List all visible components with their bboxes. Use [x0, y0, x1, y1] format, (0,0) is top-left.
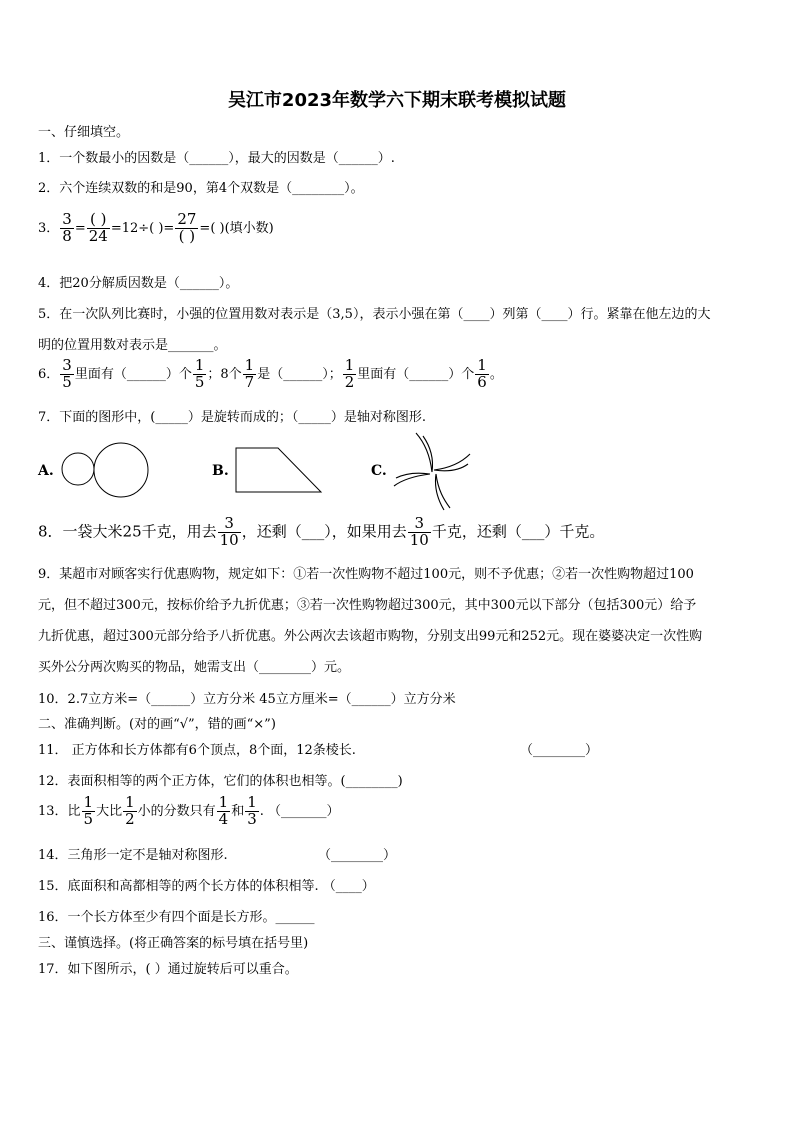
question-15: 15．底面积和高都相等的两个长方体的体积相等. （____） [38, 879, 375, 894]
q7-option-c-label: C. [371, 463, 387, 479]
question-9-line-1: 9．某超市对顾客实行优惠购物，规定如下：①若一次性购物不超过100元，则不予优惠；②若一次性购物超过100 [38, 567, 694, 582]
question-3: 3． $\frac{3}{8}$ = $\frac{( )}{24}$ =12÷( )= $\frac{27}{( )}$ =( )(填小数) [38, 210, 274, 245]
pinwheel-blade-3 [436, 474, 450, 508]
q8-fraction-2: $\frac{3}{10}$ [409, 514, 429, 549]
question-10: 10．2.7立方米=（______）立方分米 45立方厘米=（______）立方分米 [38, 692, 456, 707]
q6-fraction-1: $\frac{3}{5}$ [62, 356, 72, 391]
section-3-heading: 三、谨慎选择。(将正确答案的标号填在括号里) [38, 936, 309, 951]
question-11-answer-blank: （________） [520, 743, 599, 758]
q3-fraction-2: $\frac{( )}{24}$ [88, 210, 108, 245]
q7-option-c-pinwheel [390, 430, 480, 512]
small-circle [62, 453, 94, 485]
pinwheel-blade-4 [394, 474, 430, 486]
question-14-answer-blank: （________） [318, 848, 397, 863]
q6-fraction-2: $\frac{1}{5}$ [194, 356, 205, 391]
question-9-line-4: 买外公分两次购买的物品，她需支出（________）元。 [38, 660, 351, 675]
page-title: 吴江市2023年数学六下期末联考模拟试题 [227, 90, 567, 111]
section-2-heading: 二、准确判断。(对的画“√”，错的画“×”) [38, 717, 276, 732]
large-circle [94, 443, 148, 497]
question-13: 13．比 $\frac{1}{5}$ 大比 $\frac{1}{2}$ 小的分数只有 $\frac{1}{4}$ 和 $\frac{1}{3}$ . （_______） [38, 793, 340, 828]
question-12: 12．表面积相等的两个正方体，它们的体积也相等。(________) [38, 774, 403, 789]
q13-fraction-4: $\frac{1}{3}$ [247, 793, 257, 828]
question-9-line-3: 九折优惠，超过300元部分给予八折优惠。外公两次去该超市购物，分别支出99元和252元。现在婆婆决定一次性购 [38, 629, 703, 644]
trapezoid-shape [236, 448, 321, 492]
q3-tail: =( )(填小数) [199, 220, 274, 236]
question-8: 8．一袋大米25千克，用去 $\frac{3}{10}$ ，还剩（___），如果用去 $\frac{3}{10}$ 千克，还剩（___）千克。 [38, 514, 605, 549]
question-16: 16．一个长方体至少有四个面是长方形。______ [38, 910, 315, 925]
question-5-line-1: 5．在一次队列比赛时，小强的位置用数对表示是（3,5），表示小强在第（____）列第（____）行。紧靠在他左边的大 [38, 307, 711, 322]
question-4: 4．把20分解质因数是（______）。 [38, 276, 239, 291]
q3-fraction-3: $\frac{27}{( )}$ [177, 210, 197, 245]
question-11: 11． 正方体和长方体都有6个顶点，8个面，12条棱长. [38, 743, 356, 758]
q8-fraction-1: $\frac{3}{10}$ [219, 514, 239, 549]
q3-fraction-1: $\frac{3}{8}$ [62, 210, 72, 245]
question-5-line-2: 明的位置用数对表示是_______。 [38, 338, 227, 353]
q6-fraction-4: $\frac{1}{2}$ [344, 356, 355, 391]
question-9-line-2: 元，但不超过300元，按标价给予九折优惠；③若一次性购物超过300元，其中300元以下部分（包括300元）给予 [38, 598, 697, 613]
q7-option-a-two-circles [58, 440, 153, 500]
q13-fraction-3: $\frac{1}{4}$ [218, 793, 229, 828]
section-1-heading: 一、仔细填空。 [38, 125, 130, 140]
question-2: 2．六个连续双数的和是90，第4个双数是（________）。 [38, 181, 364, 196]
q13-fraction-1: $\frac{1}{5}$ [83, 793, 94, 828]
q7-option-b-trapezoid [232, 444, 327, 496]
q13-fraction-2: $\frac{1}{2}$ [125, 793, 135, 828]
question-6: 6． $\frac{3}{5}$ 里面有（______）个 $\frac{1}{5}$ ；8个 $\frac{1}{7}$ 是（______）； $\frac{1}{2}$ 里面有（______）个 $\frac{1}{6}$ 。 [38, 356, 503, 391]
question-1: 1．一个数最小的因数是（______），最大的因数是（______）. [38, 151, 395, 166]
q3-number: 3． [38, 220, 60, 236]
pinwheel-blade-2 [434, 454, 470, 470]
question-14: 14．三角形一定不是轴对称图形. [38, 848, 228, 863]
q7-option-b-label: B. [212, 463, 229, 479]
q6-fraction-5: $\frac{1}{6}$ [477, 356, 487, 391]
question-17: 17．如下图所示，( ）通过旋转后可以重合。 [38, 962, 298, 977]
pinwheel-blade-1 [416, 433, 432, 472]
q7-option-a-label: A. [38, 463, 54, 479]
q6-fraction-3: $\frac{1}{7}$ [244, 356, 255, 391]
q3-middle: =12÷( )= [110, 220, 175, 236]
question-7: 7．下面的图形中，(_____）是旋转而成的；（_____）是轴对称图形. [38, 410, 426, 425]
